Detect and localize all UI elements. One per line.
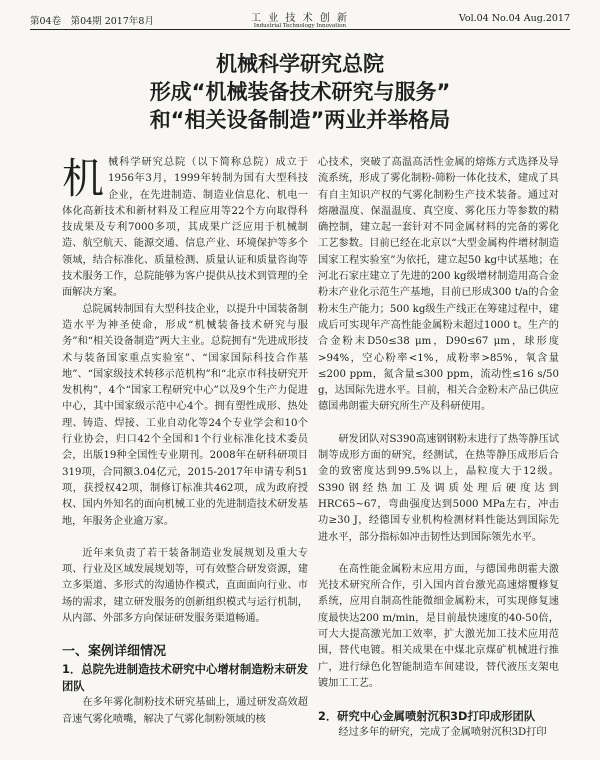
paragraph-gap [318,546,559,562]
intro-text: 械科学研究总院（以下简称总院）成立于1956年3月，1999年转制为国有大型科技企业，在先进制造、制造业信息化、机电一体化高新技术和新材料及工程应用等22个方向取得科技成果及专利7000多项，其成果广泛应用于机械制造、航空航天、能源交通、信息产业、环境保护等多个领域，结合标准化、质量检测、质量认证和质量咨询等技术服务工作，总院能够为客户提供从技术到管理的全面解决方案。 [62,157,308,299]
header-volume-info: Vol.04 No.04 Aug.2017 [458,13,570,24]
paragraph-s390: 研发团队对S390高速钢钢粉末进行了热等静压试制等成形方面的研究，经测试，在热等静压成形后合金的致密度达到99.5%以上，晶粒度大于12级。S390钢经热加工及调质处理后硬度达到HRC65~67，弯曲强度达到5000 MPa左右，冲击功≥30 J，经德国专业机构检测材料性能达到国际先进水平，部分指标如冲击韧性达到国际领先水平。 [318,433,559,543]
paragraph-powder-team: 在多年雾化制粉技术研究基础上，通过研发高效超音速气雾化喷嘴，解决了气雾化制粉领域的核 [62,697,308,725]
paragraph-recent: 近年来负责了若干装备制造业发展规划及重大专项、行业及区域发展规划等，可有效整合研发资源，建立多渠道、多形式的沟通协作模式，直面面向行业、市场的需求，建立研发服务的创新组织模式与运行机制，从内部、外部多方向保证研发服务渠道畅通。 [62,547,308,625]
article-title [0,50,600,134]
section-heading: 一、案例详细情况 [62,644,167,660]
title-line-3: 和“相关设备制造”两业并举格局 [149,108,451,132]
subsection-heading-2: 2．研究中心金属喷射沉积3D打印成形团队 [318,710,536,724]
right-column [318,155,559,742]
subsection-heading-1: 1．总院先进制造技术研究中心增材制造粉末研发团队 [62,663,308,694]
paragraph-business: 总院属转制国有大型科技企业，以提升中国装备制造水平为神圣使命，形成“机械装备技术研究与服务”和“相关设备制造”两大主业。总院拥有“先进成形技术与装备国家重点实验室”、“国家国际科技合作基地”、“国家级技术转移示范机构”和“北京市科技研究开发机构”，4个“国家工程研究中心”以及9个生产力促进中心，其中国家级示范中心4个。拥有塑性成形、热处理、铸造、焊接、工业自动化等24个专业学会和10个行业协会，归口42个全国和1个行业标准化技术委员会，出版19种全国性专业期刊。2008年在研科研项目319项，合同额3.04亿元，2015-2017年申请专利51项，获授权42项，制修订标准共462项，成为政府授权、国内外知名的面向机械工业的先进制造技术研发基地，年服务企业逾万家。 [62,303,308,527]
left-column [62,155,308,728]
title-line-1: 机械科学研究总院 [216,52,384,76]
paragraph-laser-application: 在高性能金属粉末应用方面，与德国弗朗霍夫激光技术研究所合作，引入国内首台激光高速熔覆修复系统，应用自制高性能微细金属粉末，可实现修复速度最快达200 m/min，是目前最快速度的40-50倍，可大大提高激光加工效率，扩大激光加工技术应用范围，替代电镀。相关成果在中煤北京煤矿机械进行推广，进行绿色化智能制造车间建设，替代液压支架电镀加工工艺。 [318,563,559,689]
header-issue-info: 第04卷 第04期 2017年8月 [30,16,154,27]
paragraph-intro [62,155,308,302]
paragraph-gap [62,530,308,546]
page-header [30,9,570,29]
paragraph-gap [318,692,559,708]
drop-cap: 机 [62,154,105,203]
paragraph-gap [62,627,308,643]
journal-title-en: Industrial Technology Innovation [253,23,347,29]
header-divider [30,29,570,30]
paragraph-spray-team: 经过多年的研究，完成了金属喷射沉积3D打印 [338,727,547,739]
journal-title-cn: 工 业 技 术 创 新 [251,13,349,24]
title-line-2: 形成“机械装备技术研究与服务” [149,80,451,104]
paragraph-powder-continued: 心技术，突破了高温高活性金属的熔炼方式选择及导流系统，形成了雾化制粉-筛粉一体化技术，建成了具有自主知识产权的气雾化制粉生产技术装备。通过对熔融温度、保温温度、真空度、雾化压力等参数的精确控制，建立起一套针对不同金属材料的完备的雾化工艺参数。目前已经在北京以“大型金属构件增材制造国家工程实验室”为依托，建立起50 kg中试基地；在河北石家庄建立了先进的200 kg级增材制造用高合金粉末产业化示范生产基地，目前已形成300 t/a的合金粉末生产能力；500 kg级生产线正在筹建过程中，建成后可实现年产高性能金属粉末超过1000 t。生产的合金粉末D50≤38 μm，D90≤67 μm，球形度>94%，空心粉率<1%，成粉率>85%，氧含量≤200 ppm，氮含量≤300 ppm，流动性≤16 s/50 g，达国际先进水平。目前，相关合金粉末产品已供应德国弗朗霍夫研究所生产及科研使用。 [318,157,559,413]
paragraph-gap [318,416,559,432]
